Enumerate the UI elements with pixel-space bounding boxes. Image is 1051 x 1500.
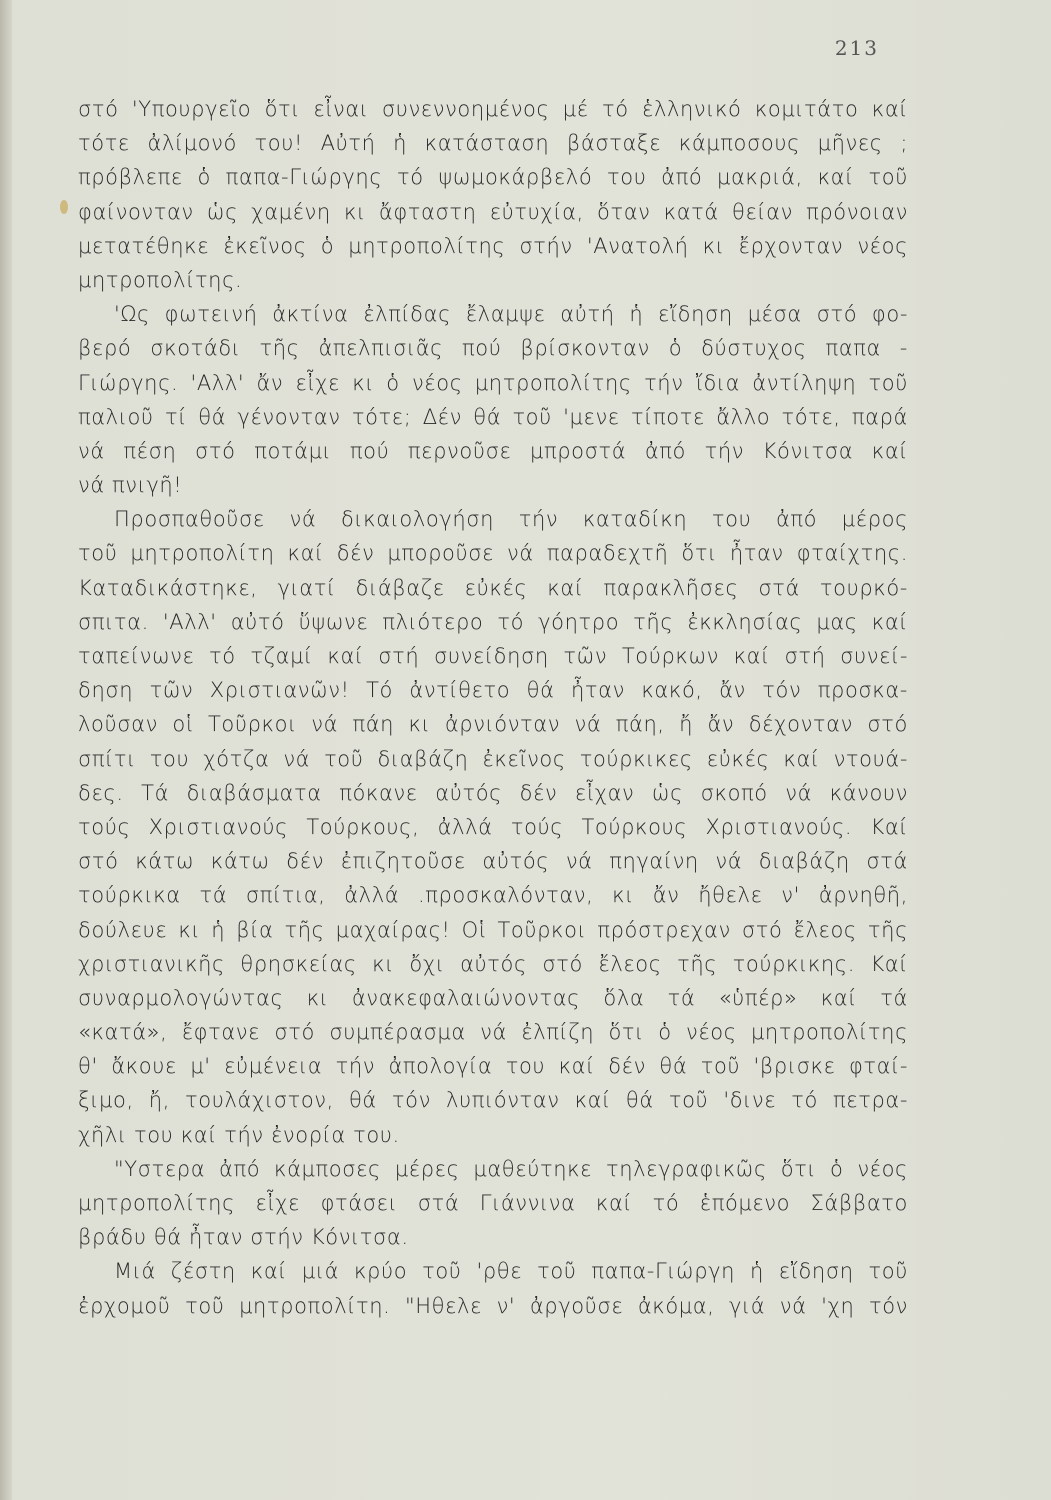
text-line: Μιά ζέστη καί μιά κρύο τοῦ 'ρθε τοῦ παπα-Γιώργη ἡ εἴδηση τοῦ: [114, 1259, 908, 1284]
text-line: μητροπολίτης.: [78, 267, 243, 292]
text-line: τοῦ μητροπολίτη καί δέν μποροῦσε νά παραδεχτῆ ὅτι ἦταν φταίχτης.: [78, 541, 908, 566]
text-line: σπιτα. 'Αλλ' αὐτό ὕψωνε πλιότερο τό γόητρο τῆς ἐκκλησίας μας καί: [78, 609, 908, 634]
text-line: σπίτι του χότζα νά τοῦ διαβάζη ἐκεῖνος τούρκικες εὐκές καί ντουά-: [78, 746, 908, 771]
text-line: στό κάτω κάτω δέν ἐπιζητοῦσε αὐτός νά πηγαίνη νά διαβάζη στά: [78, 849, 908, 874]
text-line: ταπείνωνε τό τζαμί καί στή συνείδηση τῶν Τούρκων καί στή συνεί-: [78, 644, 908, 668]
text-line: ξιμο, ἤ, τουλάχιστον, θά τόν λυπιόνταν καί θά τοῦ 'δινε τό πετρα-: [78, 1088, 908, 1113]
text-line: χριστιανικῆς θρησκείας κι ὄχι αὐτός στό ἔλεος τῆς τούρκικης. Καί: [78, 951, 908, 976]
text-line: βράδυ θά ἦταν στήν Κόνιτσα.: [78, 1225, 409, 1250]
text-line: Γιώργης. 'Αλλ' ἄν εἶχε κι ὁ νέος μητροπολίτης τήν ἴδια ἀντίληψη τοῦ: [78, 370, 908, 395]
text-line: δες. Τά διαβάσματα πόκανε αὐτός δέν εἶχαν ὡς σκοπό νά κάνουν: [78, 780, 908, 805]
paper-stain: [60, 200, 68, 214]
body-text: [78, 92, 908, 1323]
text-line: βερό σκοτάδι τῆς ἀπελπισιᾶς πού βρίσκονταν ὁ δύστυχος παπα -: [78, 336, 908, 361]
text-line: παλιοῦ τί θά γένονταν τότε; Δέν θά τοῦ 'μενε τίποτε ἄλλο τότε, παρά: [78, 404, 908, 429]
text-line: μητροπολίτης εἶχε φτάσει στά Γιάννινα καί τό ἑπόμενο Σάββατο: [78, 1191, 908, 1215]
page-gutter-shadow: [0, 0, 12, 1500]
text-line: 'Ως φωτεινή ἀκτίνα ἐλπίδας ἔλαμψε αὐτή ἡ εἴδηση μέσα στό φο-: [114, 302, 908, 327]
text-line: τούς Χριστιανούς Τούρκους, ἀλλά τούς Τούρκους Χριστιανούς. Καί: [78, 814, 908, 839]
text-line: φαίνονταν ὡς χαμένη κι ἄφταστη εὐτυχία, ὅταν κατά θείαν πρόνοιαν: [78, 199, 908, 224]
text-line: Καταδικάστηκε, γιατί διάβαζε εὐκές καί παρακλῆσες στά τουρκό-: [78, 575, 908, 600]
text-line: λοῦσαν οἱ Τοῦρκοι νά πάη κι ἀρνιόνταν νά πάη, ἤ ἄν δέχονταν στό: [78, 712, 908, 737]
page-number: 213: [834, 36, 879, 60]
text-line: πρόβλεπε ὁ παπα-Γιώργης τό ψωμοκάρβελό του ἀπό μακριά, καί τοῦ: [78, 165, 908, 190]
text-line: Προσπαθοῦσε νά δικαιολογήση τήν καταδίκη του ἀπό μέρος: [114, 507, 908, 532]
text-line: μετατέθηκε ἐκεῖνος ὁ μητροπολίτης στήν 'Ανατολή κι ἔρχονταν νέος: [78, 233, 908, 258]
text-line: «κατά», ἔφτανε στό συμπέρασμα νά ἐλπίζη ὅτι ὁ νέος μητροπολίτης: [78, 1020, 908, 1045]
text-line: χῆλι του καί τήν ἐνορία του.: [78, 1122, 400, 1147]
text-line: τότε ἀλίμονό του! Αὐτή ἡ κατάσταση βάσταξε κάμποσους μῆνες ;: [78, 131, 908, 156]
text-line: ἐρχομοῦ τοῦ μητροπολίτη. "Ηθελε ν' ἀργοῦσε ἀκόμα, γιά νά 'χη τόν: [78, 1293, 908, 1318]
text-line: δούλευε κι ἡ βία τῆς μαχαίρας! Οἱ Τοῦρκοι πρόστρεχαν στό ἔλεος τῆς: [78, 917, 908, 942]
text-line: συναρμολογώντας κι ἀνακεφαλαιώνοντας ὅλα τά «ὑπέρ» καί τά: [78, 985, 908, 1010]
text-line: νά πέση στό ποτάμι πού περνοῦσε μπροστά ἀπό τήν Κόνιτσα καί: [78, 438, 908, 463]
text-line: νά πνιγῆ!: [78, 473, 183, 498]
text-line: θ' ἄκουε μ' εὐμένεια τήν ἀπολογία του καί δέν θά τοῦ 'βρισκε φταί-: [78, 1054, 908, 1079]
text-line: "Υστερα ἀπό κάμποσες μέρες μαθεύτηκε τηλεγραφικῶς ὅτι ὁ νέος: [114, 1156, 908, 1181]
text-line: δηση τῶν Χριστιανῶν! Τό ἀντίθετο θά ἦταν κακό, ἄν τόν προσκα-: [78, 678, 908, 703]
text-line: στό 'Υπουργεῖο ὅτι εἶναι συνεννοημένος μέ τό ἑλληνικό κομιτάτο καί: [78, 97, 908, 121]
text-line: τούρκικα τά σπίτια, ἀλλά .προσκαλόνταν, κι ἄν ἤθελε ν' ἀρνηθῆ,: [78, 883, 908, 908]
